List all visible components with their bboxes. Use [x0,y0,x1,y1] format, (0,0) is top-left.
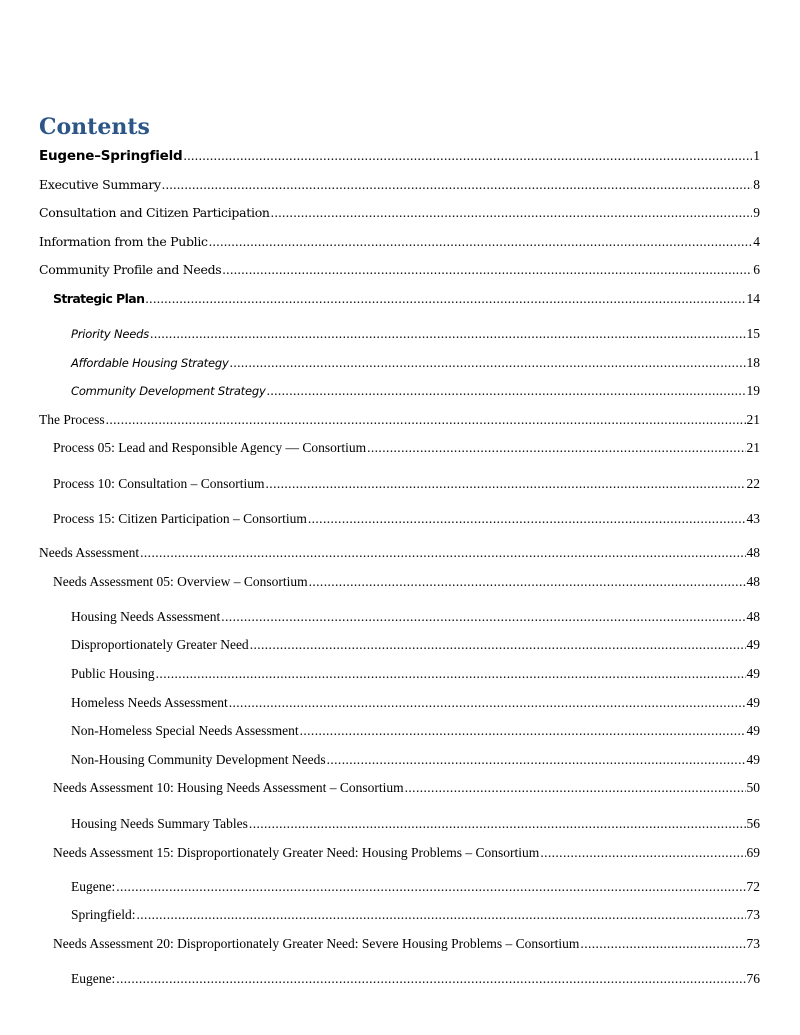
toc-page-number: 49 [746,637,760,652]
toc-page-number: 1 [753,148,760,163]
toc-entry-strategic-plan[interactable] [53,290,760,308]
toc-entry-label: Public Housing [71,666,155,681]
toc-leader-dots [116,970,745,988]
toc-page-number: 9 [753,205,760,220]
toc-leader-dots [309,573,746,591]
toc-leader-dots [221,608,745,626]
toc-entry-label: Eugene–Springfield [39,148,183,164]
toc-leader-dots [156,665,746,683]
toc-entry-label: Needs Assessment 05: Overview – Consortium [53,574,308,589]
toc-page-number: 56 [746,816,760,831]
toc-entry-consultation-citizen-participation[interactable] [39,204,760,222]
toc-leader-dots [271,204,753,222]
toc-page-number: 72 [746,879,760,894]
toc-leader-dots [327,751,746,769]
toc-entry-eugene-springfield[interactable] [39,147,760,165]
toc-entry-needs-assessment[interactable] [39,544,760,562]
toc-page-number: 19 [746,383,760,398]
toc-entry-label: Affordable Housing Strategy [71,356,229,370]
toc-entry-housing-needs-assessment[interactable] [71,608,760,626]
toc-page-number: 21 [746,412,760,427]
toc-page-number: 49 [746,666,760,681]
toc-entry-label: Needs Assessment 10: Housing Needs Assessment – Consortium [53,780,404,795]
toc-leader-dots [150,325,745,343]
toc-leader-dots [266,475,746,493]
toc-page-number: 43 [746,511,760,526]
toc-entry-non-homeless-special-needs[interactable] [71,722,760,740]
toc-leader-dots [300,722,746,740]
toc-entry-label: Needs Assessment 15: Disproportionately Greater Need: Housing Problems – Consortium [53,845,540,860]
toc-page-number: 49 [746,752,760,767]
toc-entry-process-10[interactable] [53,475,760,493]
toc-entry-homeless-needs-assessment[interactable] [71,694,760,712]
toc-page-number: 76 [746,971,760,986]
toc-entry-community-development-strategy[interactable] [71,382,760,400]
toc-entry-label: Non-Housing Community Development Needs [71,752,326,767]
toc-leader-dots [308,510,746,528]
toc-entry-label: Needs Assessment [39,545,140,560]
toc-page-number: 6 [753,262,760,277]
toc-page-number: 49 [746,695,760,710]
toc-entry-label: Eugene: [71,971,116,986]
toc-entry-community-profile-needs[interactable] [39,261,760,279]
toc-entry-process-05[interactable] [53,439,760,457]
toc-entry-label: Non-Homeless Special Needs Assessment [71,723,299,738]
toc-page-number: 48 [746,574,760,589]
toc-entry-label: Process 10: Consultation – Consortium [53,476,265,491]
toc-page-number: 18 [746,355,760,370]
toc-entry-process-15[interactable] [53,510,760,528]
toc-entry-needs-assessment-05[interactable] [53,573,760,591]
toc-leader-dots [250,636,746,654]
toc-entry-label: Priority Needs [71,327,150,341]
toc-leader-dots [183,147,752,165]
toc-entry-label: Disproportionately Greater Need [71,637,249,652]
toc-entry-needs-assessment-10[interactable] [53,779,760,797]
toc-page-number: 50 [746,780,760,795]
toc-page-number: 48 [746,545,760,560]
toc-entry-springfield-na15[interactable] [71,906,760,924]
toc-page-number: 69 [746,845,760,860]
toc-entry-label: The Process [39,412,105,427]
toc-page-number: 21 [746,440,760,455]
toc-page-number: 14 [746,291,760,306]
toc-entry-label: Strategic Plan [53,291,145,306]
toc-entry-label: Community Profile and Needs [39,262,222,277]
toc-leader-dots [209,233,753,251]
toc-entry-executive-summary[interactable] [39,176,760,194]
toc-leader-dots [116,878,745,896]
toc-leader-dots [140,544,745,562]
toc-entry-label: Springfield: [71,907,136,922]
toc-page-number: 48 [746,609,760,624]
toc-entry-affordable-housing-strategy[interactable] [71,354,760,372]
toc-entry-label: Process 05: Lead and Responsible Agency — Consortium [53,440,367,455]
toc-leader-dots [580,935,745,953]
toc-leader-dots [249,815,746,833]
toc-page-number: 73 [746,907,760,922]
toc-entry-the-process[interactable] [39,411,760,429]
toc-entry-public-housing[interactable] [71,665,760,683]
toc-entry-label: Housing Needs Summary Tables [71,816,248,831]
toc-page-number: 73 [746,936,760,951]
toc-page-number: 49 [746,723,760,738]
toc-leader-dots [230,354,746,372]
toc-leader-dots [145,290,745,308]
toc-entry-label: Housing Needs Assessment [71,609,221,624]
page-title: Contents [39,114,150,140]
toc-leader-dots [222,261,752,279]
toc-leader-dots [267,382,746,400]
toc-leader-dots [162,176,752,194]
toc-page-number: 8 [753,177,760,192]
toc-leader-dots [367,439,745,457]
toc-entry-eugene-na15[interactable] [71,878,760,896]
toc-entry-housing-needs-summary-tables[interactable] [71,815,760,833]
toc-leader-dots [405,779,746,797]
toc-entry-label: Eugene: [71,879,116,894]
toc-leader-dots [540,844,745,862]
toc-leader-dots [229,694,746,712]
toc-entry-label: Information from the Public [39,234,208,249]
toc-page-number: 4 [753,234,760,249]
toc-entry-label: Process 15: Citizen Participation – Consortium [53,511,307,526]
toc-entry-needs-assessment-20[interactable] [53,935,760,953]
toc-page-number: 22 [746,476,760,491]
toc-entry-priority-needs[interactable] [71,325,760,343]
toc-entry-label: Community Development Strategy [71,384,266,398]
toc-entry-label: Needs Assessment 20: Disproportionately Greater Need: Severe Housing Problems – Consortium [53,936,580,951]
toc-leader-dots [106,411,746,429]
toc-entry-label: Executive Summary [39,177,161,192]
toc-page-number: 15 [746,326,760,341]
toc-entry-label: Homeless Needs Assessment [71,695,228,710]
toc-entry-information-from-public[interactable] [39,233,760,251]
toc-entry-disproportionately-greater-need[interactable] [71,636,760,654]
toc-entry-non-housing-community-development[interactable] [71,751,760,769]
toc-entry-needs-assessment-15[interactable] [53,844,760,862]
toc-leader-dots [137,906,746,924]
toc-entry-label: Consultation and Citizen Participation [39,205,270,220]
toc-entry-eugene-na20[interactable] [71,970,760,988]
